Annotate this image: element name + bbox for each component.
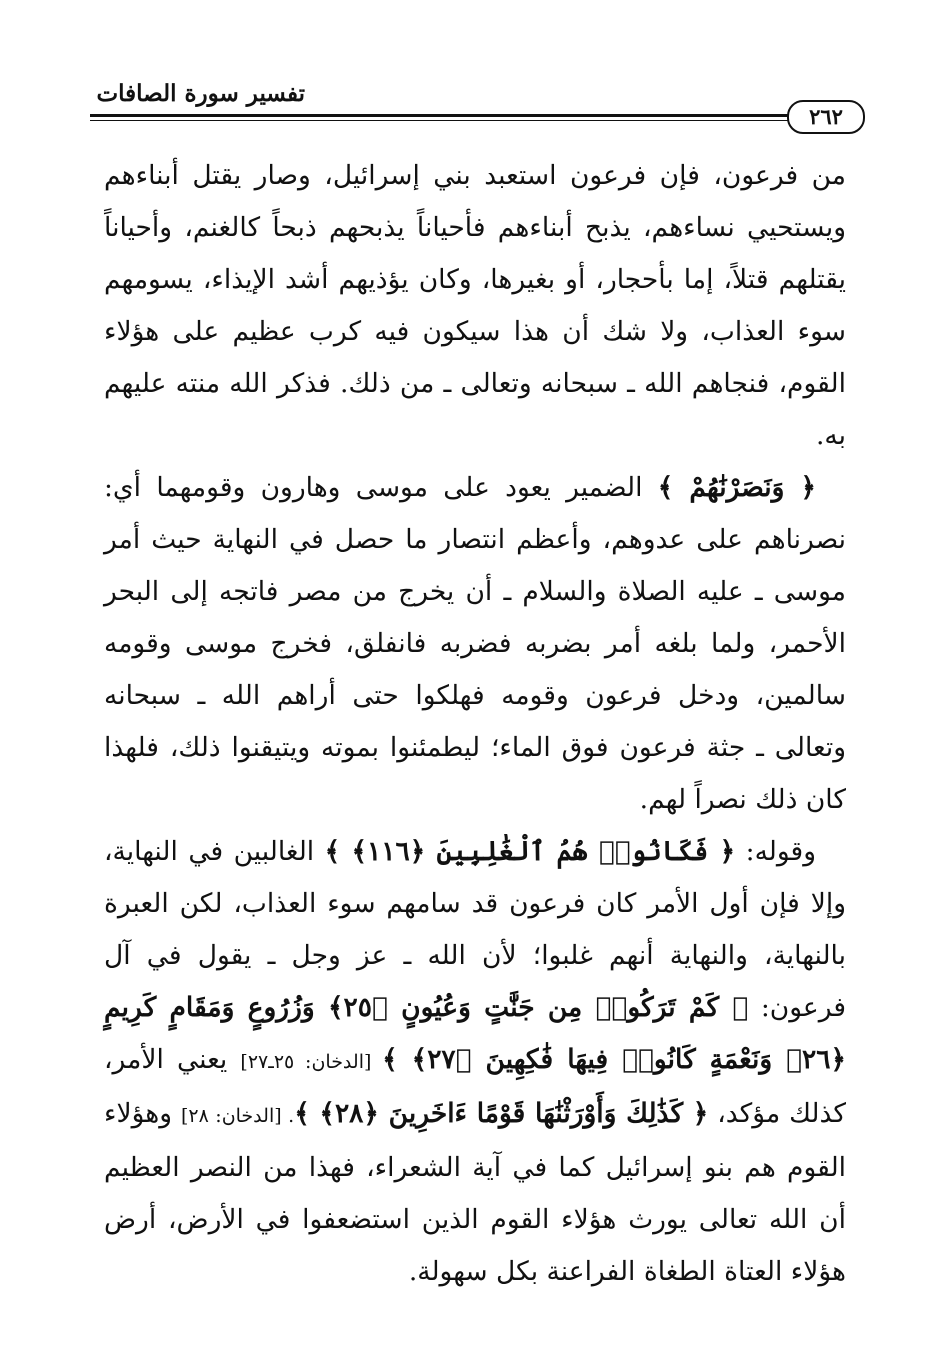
paragraph-text: الغالبين في النهاية، وإلا فإن أول الأمر كان فرعون قد سامهم سوء العذاب، لكن العبرة بالنهاية، والنهاية أنهم غلبوا؛ لأن الله ـ عز وجل ـ يقول في آل فرعون: (104, 836, 847, 1023)
paragraph-text: من فرعون، فإن فرعون استعبد بني إسرائيل، وصار يقتل أبناءهم ويستحيي نساءهم، يذبح أبناءهم فأحياناً يذبحهم ذبحاً كالغنم، وأحياناً يقتلهم قتلاً، إما بأحجار، أو بغيرها، وكان يؤذيهم أشد الإيذاء، يسومهم سوء العذاب، ولا شك أن هذا سيكون فيه كرب عظيم على هؤلاء القوم، فنجاهم الله ـ سبحانه وتعالى ـ من ذلك. فذكر الله منته عليهم به. (104, 160, 846, 451)
paragraph-text: يعني الأمر، كذلك مؤكد، (104, 1044, 846, 1129)
quran-verse: ﴿ فَكَانُوا۟ هُمُ ٱلْغَٰلِبِينَ ﴿١١٦﴾ ﴾ (324, 836, 736, 867)
header-rule-thick (90, 114, 793, 117)
paragraph-3 (104, 826, 846, 1298)
page-header (90, 72, 865, 132)
paragraph-intro: وقوله: (735, 836, 817, 867)
quran-verse: ﴿ كَمْ تَرَكُوا۟ مِن جَنَّٰتٍ وَعُيُونٍ ﴿٢٥﴾ وَزُرُوعٍ وَمَقَامٍ كَرِيمٍ ﴿٢٦﴾ وَنَعْمَةٍ كَانُوا۟ فِيهَا فَٰكِهِينَ ﴿٢٧﴾ ﴾ (104, 992, 847, 1075)
quran-verse: ﴿ وَنَصَرْنَٰهُمْ ﴾ (657, 472, 816, 503)
page-number: ٢٦٢ (787, 100, 865, 134)
quran-verse: ﴿ كَذَٰلِكَ وَأَوْرَثْنَٰهَا قَوْمًا ءَاخَرِينَ ﴿٢٨﴾ ﴾ (294, 1098, 709, 1129)
paragraph-text: وهؤلاء القوم هم بنو إسرائيل كما في آية الشعراء، فهذا من النصر العظيم أن الله تعالى يورث هؤلاء القوم الذين استضعفوا في الأرض، أرض هؤلاء العتاة الطغاة الفراعنة بكل سهولة. (104, 1098, 846, 1287)
page-body (104, 150, 846, 1298)
verse-citation: [الدخان: ٢٥ـ٢٧] (240, 1051, 383, 1073)
paragraph-2 (104, 462, 846, 826)
verse-citation: . [الدخان: ٢٨] (180, 1105, 295, 1127)
paragraph-text: الضمير يعود على موسى وهارون وقومهما أي: نصرناهم على عدوهم، وأعظم انتصار ما حصل في النهاية حيث أمر موسى ـ عليه الصلاة والسلام ـ أن يخرج من مصر فاتجه إلى البحر الأحمر، ولما بلغه أمر بضربه فضربه فانفلق، فخرج موسى وقومه سالمين، ودخل فرعون وقومه فهلكوا حتى أراهم الله ـ سبحانه وتعالى ـ جثة فرعون فوق الماء؛ ليطمئنوا بموته ويتيقنوا ذلك، فلهذا كان ذلك نصراً لهم. (104, 472, 846, 815)
paragraph-1 (104, 150, 846, 462)
header-rule-thin (90, 120, 793, 121)
running-title: تفسير سورة الصافات (96, 80, 305, 107)
